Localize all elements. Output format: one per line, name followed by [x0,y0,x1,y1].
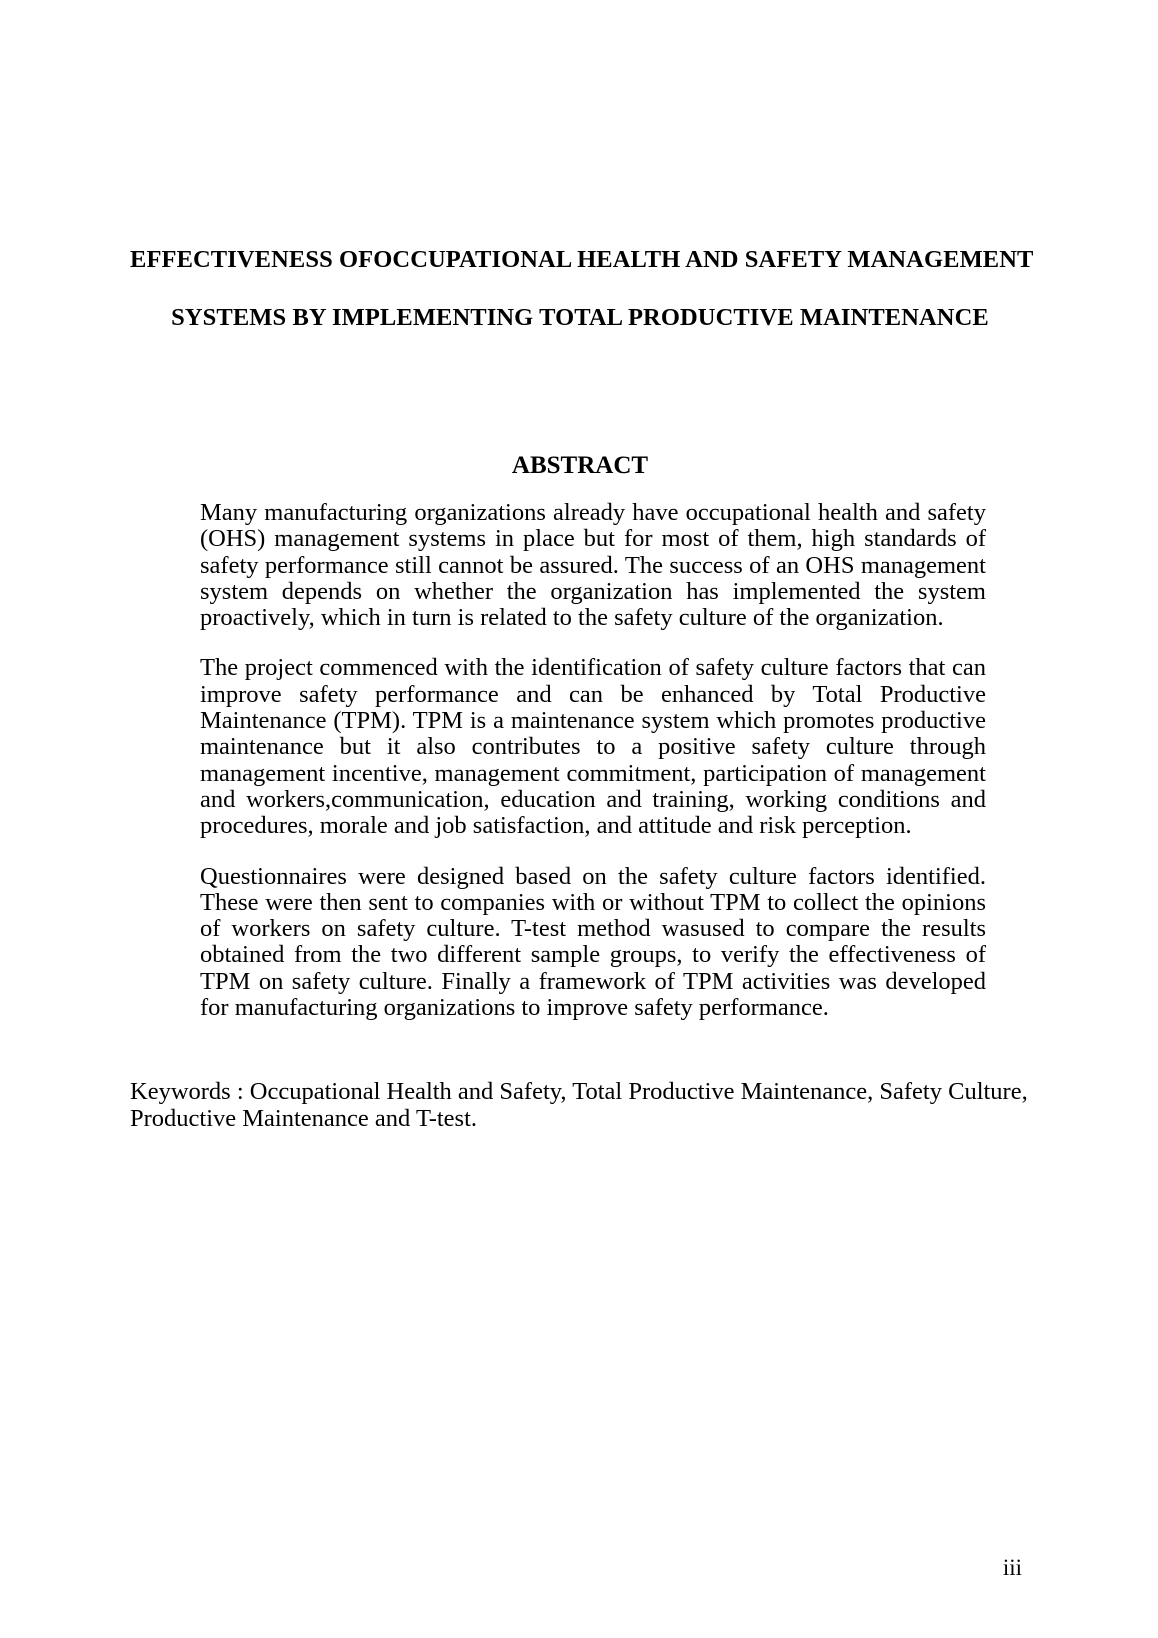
thesis-title [130,246,1034,331]
page-number: iii [1002,1555,1022,1580]
abstract-paragraph-3: Questionnaires were designed based on the safety culture factors identified. These were then sent to companies with or without TPM to collect the opinions of workers on safety culture. T-test method wasused to compare the results obtained from the two different sample groups, to verify the effectiveness of TPM on safety culture. Finally a framework of TPM activities was developed for manufacturing organizations to improve safety performance. [200,862,986,1022]
abstract-paragraph-2: The project commenced with the identification of safety culture factors that can improve safety performance and can be enhanced by Total Productive Maintenance (TPM). TPM is a maintenance system which promotes productive maintenance but it also contributes to a positive safety culture through management incentive, management commitment, participation of management and workers,communication, education and training, working conditions and procedures, morale and job satisfaction, and attitude and risk perception. [200,654,986,840]
abstract-body [200,500,986,1021]
keywords-line-1: Keywords : Occupational Health and Safety, Total Productive Maintenance, Safety Culture, [130,1078,1028,1105]
keywords-section [130,1078,1028,1132]
abstract-paragraph-1: Many manufacturing organizations already have occupational health and safety (OHS) management systems in place but for most of them, high standards of safety performance still cannot be assured. The success of an OHS management system depends on whether the organization has implemented the system proactively, which in turn is related to the safety culture of the organization. [200,499,986,632]
thesis-title-line-2: SYSTEMS BY IMPLEMENTING TOTAL PRODUCTIVE MAINTENANCE [171,303,989,331]
abstract-heading: ABSTRACT [511,452,649,479]
keywords-line-2: Productive Maintenance and T-test. [130,1104,477,1132]
thesis-title-line-1: EFFECTIVENESS OFOCCUPATIONAL HEALTH AND SAFETY MANAGEMENT [130,246,1034,273]
